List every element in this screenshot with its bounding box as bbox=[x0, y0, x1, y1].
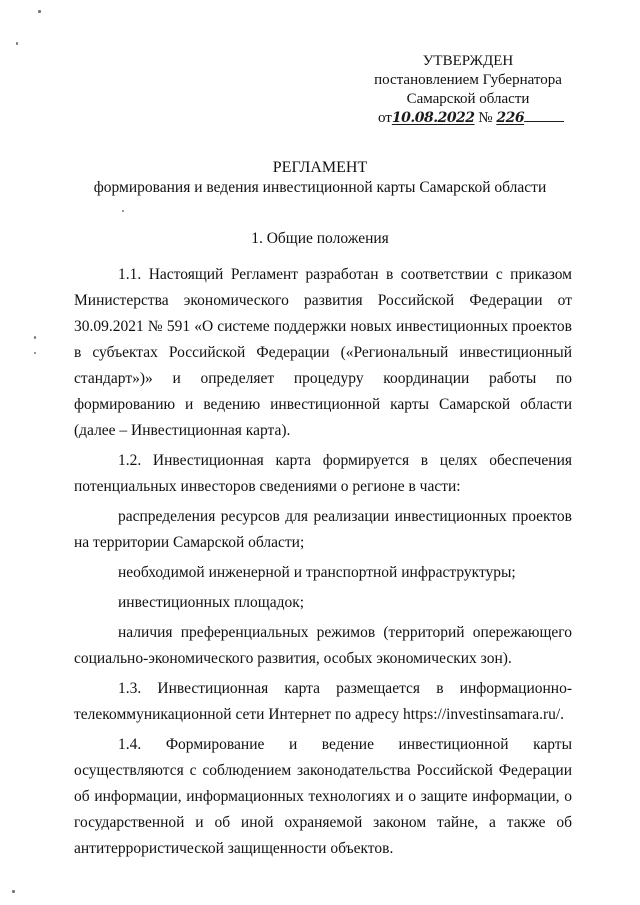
approval-line-2: Самарской области bbox=[406, 91, 530, 107]
approval-stamp bbox=[368, 52, 568, 128]
scan-speck bbox=[34, 336, 36, 339]
scan-speck bbox=[16, 42, 18, 45]
paragraph: распределения ресурсов для реализации инвестиционных проектов на территории Самарской области; bbox=[74, 508, 572, 551]
paragraph: инвестиционных площадок; bbox=[118, 594, 305, 611]
scan-speck bbox=[12, 890, 15, 893]
approval-title: УТВЕРЖДЕН bbox=[422, 53, 514, 69]
approval-date-line bbox=[368, 109, 568, 128]
scan-speck bbox=[34, 352, 36, 354]
paragraph: 1.2. Инвестиционная карта формируется в целях обеспечения потенциальных инвесторов сведениями о регионе в части: bbox=[74, 452, 572, 495]
paragraph: 1.3. Инвестиционная карта размещается в информационно-телекоммуникационной сети Интернет по адресу https://investinsamara.ru/. bbox=[74, 680, 572, 723]
paragraph: необходимой инженерной и транспортной инфраструктуры; bbox=[118, 564, 516, 581]
paragraph: 1.1. Настоящий Регламент разработан в соответствии с приказом Министерства экономического развития Российской Федерации от 30.09.2021 № 591 «О системе поддержки новых инвестиционных проектов в субъектах Российской Федерации («Региональный инвестиционный стандарт»)» и определяет процедуру координации работы по формированию и ведению инвестиционной карты Самарской области (далее – Инвестиционная карта). bbox=[74, 266, 572, 439]
section-heading: 1. Общие положения bbox=[251, 230, 389, 247]
document-title: РЕГЛАМЕНТ bbox=[272, 159, 368, 176]
document-subtitle: формирования и ведения инвестиционной карты Самарской области bbox=[93, 179, 547, 196]
paragraph: 1.4. Формирование и ведение инвестиционной карты осуществляются с соблюдением законодательства Российской Федерации об информации, информационных технологиях и о защите информации, о государственной и об иной охраняемой законом тайне, а также об антитеррористической защищенности объектов. bbox=[74, 736, 572, 857]
date-prefix: от bbox=[378, 110, 392, 126]
signature-underline bbox=[524, 121, 564, 122]
scan-speck bbox=[122, 210, 124, 212]
paragraph: наличия преференциальных режимов (территорий опережающего социально-экономического развития, особых экономических зон). bbox=[74, 624, 572, 667]
handwritten-date: 10.08.2022 bbox=[391, 110, 475, 126]
scan-speck bbox=[38, 10, 41, 13]
number-label: № bbox=[478, 110, 493, 126]
document-body bbox=[74, 262, 572, 866]
approval-line-1: постановлением Губернатора bbox=[374, 72, 562, 88]
handwritten-number: 226 bbox=[496, 110, 525, 126]
